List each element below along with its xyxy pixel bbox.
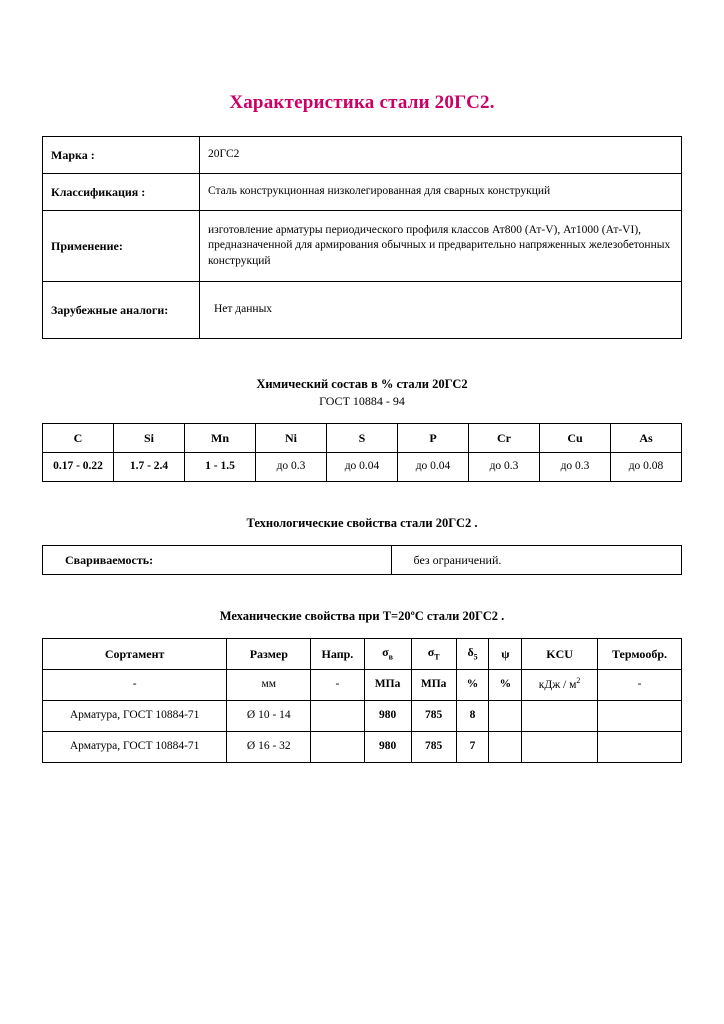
info-label-classification: Классификация : [43,174,200,211]
mech-cell-direction [311,732,364,763]
mech-cell-heat-treatment [597,701,681,732]
mech-unit-kcu: кДж / $м^2$ [522,670,598,701]
chem-value-mn: 1 - 1.5 [185,453,256,482]
spacer [42,531,682,545]
mech-header-heat-treatment: Термообр. [597,639,681,670]
mech-header-sigma-t: $\sigma_T$ [411,639,456,670]
tech-value-weldability: без ограничений. [391,546,682,575]
mech-cell-psi [489,732,522,763]
chem-header-ni: Ni [256,424,327,453]
info-label-grade: Марка : [43,137,200,174]
mech-cell-size: Ø 16 - 32 [227,732,311,763]
chem-header-mn: Mn [185,424,256,453]
mech-cell-sigma-v: 980 [364,701,411,732]
chemical-composition-table [42,423,682,482]
chem-value-ni: до 0.3 [256,453,327,482]
chem-header-s: S [327,424,398,453]
info-value-application: изготовление арматуры периодического профиля классов Ат800 (Ат-V), Ат1000 (Ат-VI), предназначенной для армирования обычных и предварительно напряженных железобетонных конструкций [200,211,682,282]
mech-unit-assortment: - [43,670,227,701]
table-row [43,546,682,575]
mech-cell-size: Ø 10 - 14 [227,701,311,732]
info-value-analogs: Нет данных [200,282,682,339]
chem-header-si: Si [114,424,185,453]
chem-header-p: P [398,424,469,453]
chem-value-cr: до 0.3 [469,453,540,482]
mech-cell-delta5: 8 [456,701,489,732]
chem-value-s: до 0.04 [327,453,398,482]
mech-cell-kcu [522,701,598,732]
mech-unit-heat-treatment: - [597,670,681,701]
table-row [43,282,682,339]
spacer [42,482,682,516]
spacer [42,339,682,377]
table-header-row [43,639,682,670]
chemical-heading: Химический состав в % стали 20ГС2 [256,377,468,391]
table-row [43,701,682,732]
table-units-row [43,670,682,701]
table-row [43,137,682,174]
mech-header-delta5: $\delta_5$ [456,639,489,670]
mechanical-heading: Механические свойства при Т=20ºC стали 20ГС2 . [219,609,505,623]
table-row [43,453,682,482]
table-header-row [43,424,682,453]
mech-header-kcu: KCU [522,639,598,670]
table-row [43,732,682,763]
chem-value-c: 0.17 - 0.22 [43,453,114,482]
mech-header-psi: ψ [489,639,522,670]
chemical-standard: ГОСТ 10884 - 94 [319,394,405,408]
technological-properties-table [42,545,682,575]
tech-key-weldability: Свариваемость: [43,546,392,575]
spacer [42,575,682,609]
info-value-grade: 20ГС2 [200,137,682,174]
chem-header-c: C [43,424,114,453]
chem-header-cu: Cu [540,424,611,453]
mech-cell-direction [311,701,364,732]
chem-header-as: As [611,424,682,453]
page-title: Характеристика стали 20ГС2. [229,92,495,113]
mech-cell-sigma-t: 785 [411,732,456,763]
technological-heading: Технологические свойства стали 20ГС2 . [246,516,478,530]
chem-value-si: 1.7 - 2.4 [114,453,185,482]
steel-info-table [42,136,682,339]
mech-cell-kcu [522,732,598,763]
chem-value-p: до 0.04 [398,453,469,482]
chem-value-as: до 0.08 [611,453,682,482]
spacer [42,409,682,423]
chem-value-cu: до 0.3 [540,453,611,482]
chem-header-cr: Cr [469,424,540,453]
table-row [43,174,682,211]
mech-cell-assortment: Арматура, ГОСТ 10884-71 [43,701,227,732]
mech-cell-delta5: 7 [456,732,489,763]
mech-header-assortment: Сортамент [43,639,227,670]
mech-cell-psi [489,701,522,732]
mechanical-properties-table [42,638,682,763]
mech-unit-sigma-v: МПа [364,670,411,701]
mech-unit-psi: % [489,670,522,701]
mech-cell-sigma-v: 980 [364,732,411,763]
mech-unit-delta5: % [456,670,489,701]
mech-header-direction: Напр. [311,639,364,670]
mech-unit-sigma-t: МПа [411,670,456,701]
mech-cell-heat-treatment [597,732,681,763]
table-row [43,211,682,282]
mech-cell-sigma-t: 785 [411,701,456,732]
mech-unit-direction: - [311,670,364,701]
mech-header-sigma-v: $\sigma_в$ [364,639,411,670]
mech-cell-assortment: Арматура, ГОСТ 10884-71 [43,732,227,763]
spacer [42,624,682,638]
info-label-application: Применение: [43,211,200,282]
mech-unit-size: мм [227,670,311,701]
info-label-analogs: Зарубежные аналоги: [43,282,200,339]
info-value-classification: Сталь конструкционная низколегированная для сварных конструкций [200,174,682,211]
mech-header-size: Размер [227,639,311,670]
